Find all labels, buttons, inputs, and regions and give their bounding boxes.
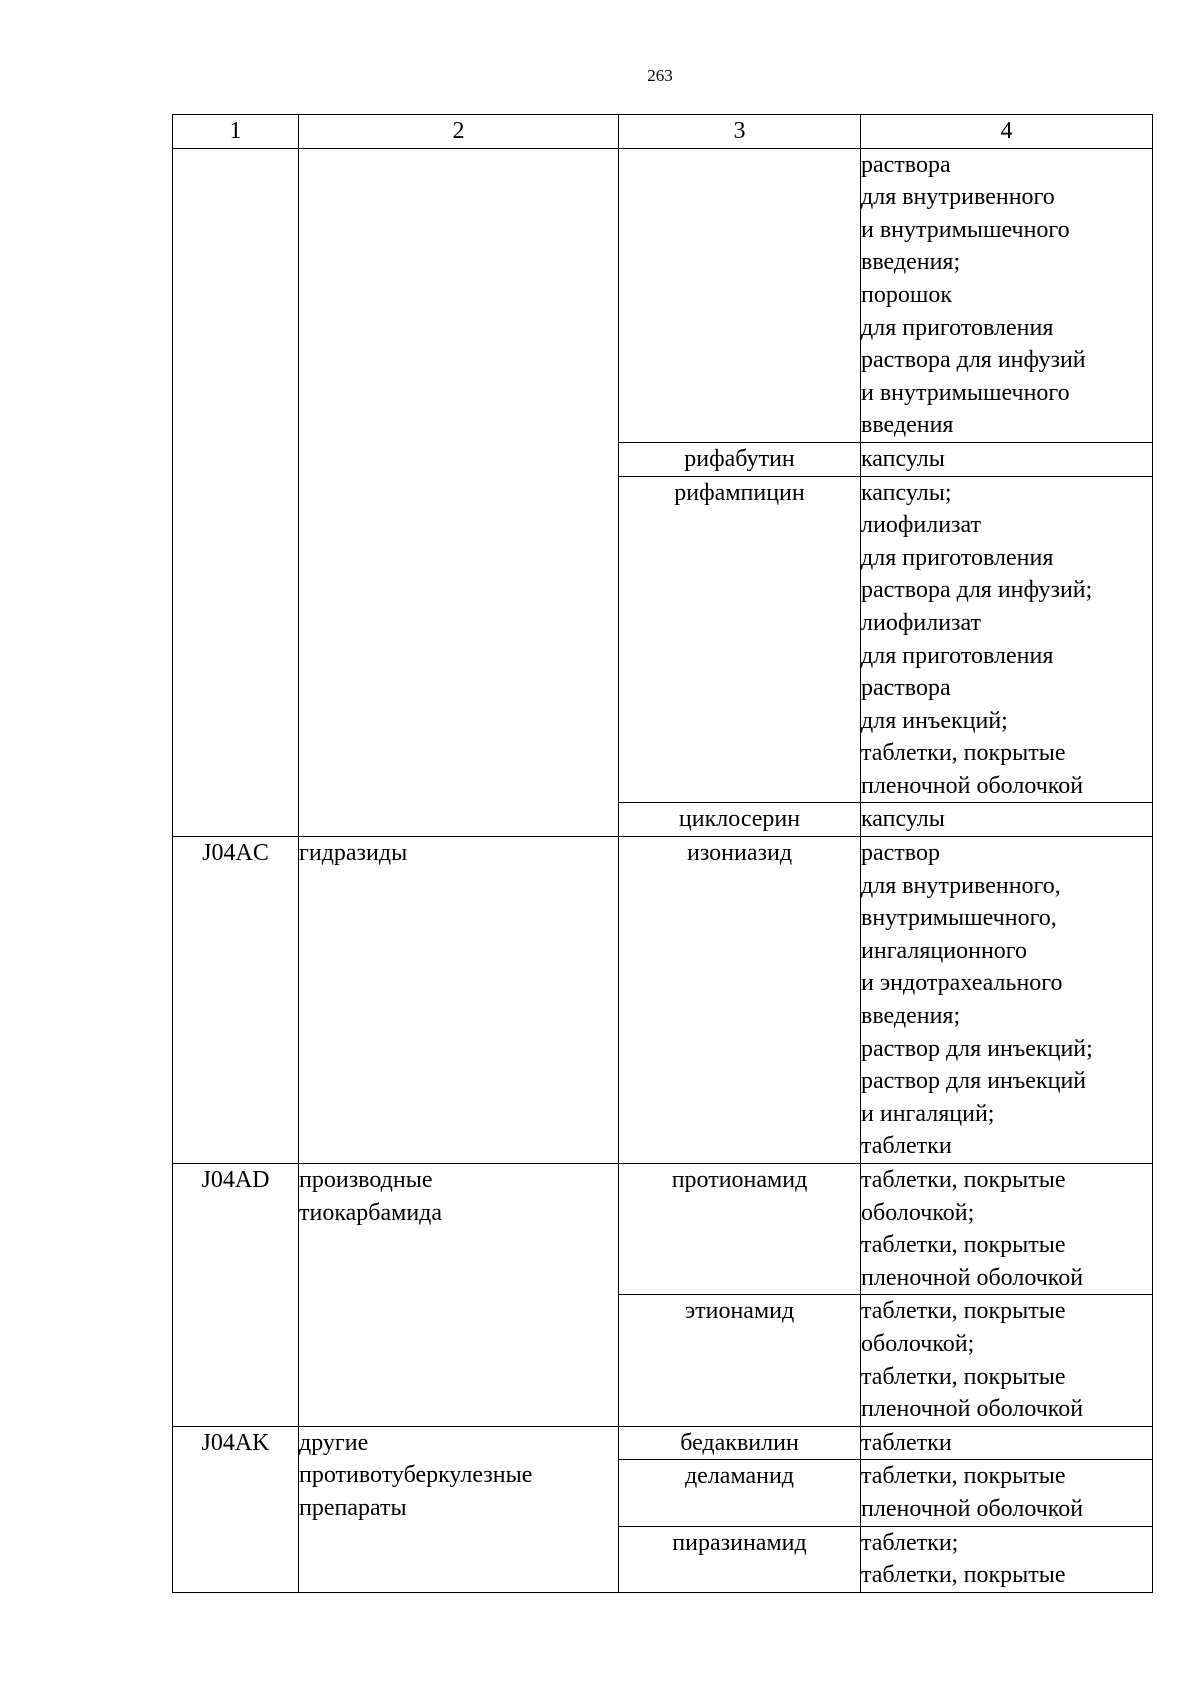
substance-cell: бедаквилин <box>619 1426 861 1460</box>
header-cell: 2 <box>299 115 619 149</box>
substance-cell: циклосерин <box>619 803 861 837</box>
dosage-forms-cell: таблетки; таблетки, покрытые <box>861 1526 1153 1592</box>
dosage-forms-cell: раствора для внутривенного и внутримышечного введения; порошок для приготовления раствора для инфузий и внутримышечного введения <box>861 148 1153 442</box>
atc-code-cell: J04AD <box>173 1164 299 1427</box>
substance-cell: этионамид <box>619 1295 861 1426</box>
substance-cell: протионамид <box>619 1164 861 1295</box>
table-row <box>173 148 1153 442</box>
header-cell: 4 <box>861 115 1153 149</box>
dosage-forms-cell: раствор для внутривенного, внутримышечного, ингаляционного и эндотрахеального введения; раствор для инъекций; раствор для инъекций и ингаляций; таблетки <box>861 837 1153 1164</box>
substance-cell: рифабутин <box>619 442 861 476</box>
atc-code-cell <box>173 148 299 836</box>
table-row <box>173 837 1153 1164</box>
group-name-cell: гидразиды <box>299 837 619 1164</box>
page-number: 263 <box>647 66 673 85</box>
group-name-cell: другие противотуберкулезные препараты <box>299 1426 619 1592</box>
dosage-forms-cell: таблетки, покрытые оболочкой; таблетки, покрытые пленочной оболочкой <box>861 1164 1153 1295</box>
atc-code-cell: J04AK <box>173 1426 299 1592</box>
header-cell: 3 <box>619 115 861 149</box>
substance-cell: пиразинамид <box>619 1526 861 1592</box>
dosage-forms-cell: капсулы <box>861 442 1153 476</box>
dosage-forms-cell: капсулы; лиофилизат для приготовления раствора для инфузий; лиофилизат для приготовления раствора для инъекций; таблетки, покрытые пленочной оболочкой <box>861 476 1153 803</box>
dosage-forms-cell: капсулы <box>861 803 1153 837</box>
group-name-cell <box>299 148 619 836</box>
substance-cell <box>619 148 861 442</box>
atc-code-cell: J04AC <box>173 837 299 1164</box>
substance-cell: рифампицин <box>619 476 861 803</box>
dosage-forms-cell: таблетки, покрытые оболочкой; таблетки, покрытые пленочной оболочкой <box>861 1295 1153 1426</box>
table-row <box>173 1164 1153 1295</box>
substance-cell: изониазид <box>619 837 861 1164</box>
table-row <box>173 1426 1153 1460</box>
dosage-forms-cell: таблетки <box>861 1426 1153 1460</box>
substance-cell: деламанид <box>619 1460 861 1526</box>
dosage-forms-cell: таблетки, покрытые пленочной оболочкой <box>861 1460 1153 1526</box>
table-header-row <box>173 115 1153 149</box>
header-cell: 1 <box>173 115 299 149</box>
drug-table <box>172 114 1153 1593</box>
group-name-cell: производные тиокарбамида <box>299 1164 619 1427</box>
